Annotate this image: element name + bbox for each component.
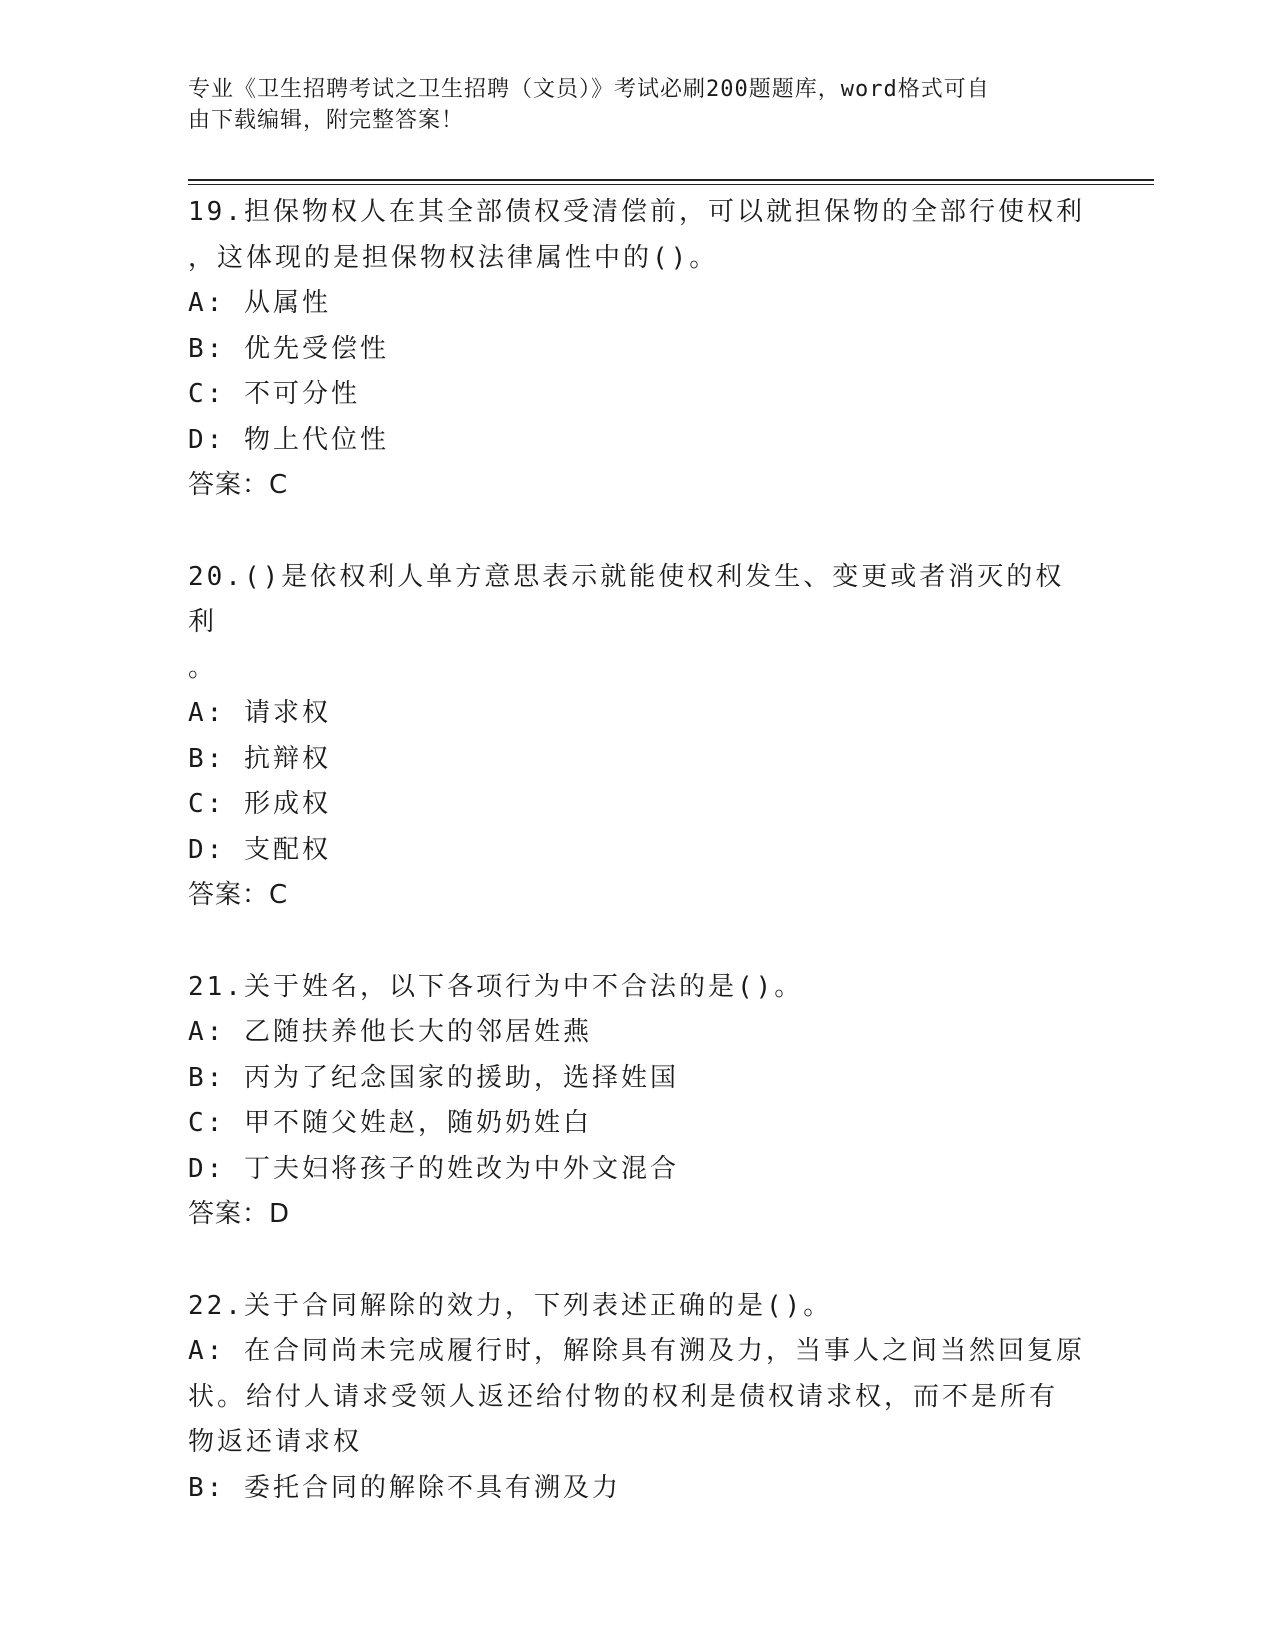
question-stem (188, 1284, 1088, 1330)
question-answer: 答案：D (188, 1199, 291, 1229)
question-stem-line: 。 (188, 652, 218, 683)
question-stem (188, 555, 1088, 692)
header-rule-thick (188, 179, 1154, 181)
question-stem-line: ，这体现的是担保物权法律属性中的()。 (188, 242, 719, 273)
question-stem (188, 965, 1088, 1011)
question-option: B: 委托合同的解除不具有溯及力 (188, 1472, 621, 1503)
question-stem-line: 19.担保物权人在其全部债权受清偿前，可以就担保物的全部行使权利 (188, 197, 1085, 227)
question-stem-line: 20.()是依权利人单方意思表示就能使权利发生、变更或者消灭的权利 (188, 561, 1065, 637)
question-option: D: 丁夫妇将孩子的姓改为中外文混合 (188, 1153, 679, 1184)
question-option: A: 请求权 (188, 698, 331, 728)
question-stem (188, 190, 1088, 281)
question-option: B: 抗辩权 (188, 743, 331, 774)
question-option: B: 丙为了纪念国家的援助，选择姓国 (188, 1062, 679, 1093)
question-option: 状。给付人请求受领人返还给付物的权利是债权请求权，而不是所有 (188, 1381, 1059, 1412)
header-rule-thin (188, 184, 1154, 185)
question-block (188, 555, 1088, 919)
question-option: A: 从属性 (188, 288, 331, 318)
question-spacer (188, 1238, 1088, 1284)
question-answer: 答案：C (188, 880, 289, 910)
question-stem-line: 22.关于合同解除的效力，下列表述正确的是()。 (188, 1290, 833, 1321)
header-line-2: 由下载编辑，附完整答案！ (188, 108, 465, 133)
question-block (188, 1284, 1088, 1512)
question-stem-line: 21.关于姓名，以下各项行为中不合法的是()。 (188, 971, 804, 1002)
question-option: D: 物上代位性 (188, 424, 389, 455)
question-option: D: 支配权 (188, 834, 331, 865)
question-answer: 答案：C (188, 470, 289, 500)
question-option: C: 甲不随父姓赵，随奶奶姓白 (188, 1108, 592, 1138)
question-spacer (188, 919, 1088, 965)
question-block (188, 190, 1088, 509)
question-option: B: 优先受偿性 (188, 333, 389, 364)
question-option: C: 不可分性 (188, 379, 360, 409)
question-block (188, 965, 1088, 1238)
question-list (188, 190, 1088, 1511)
document-header (188, 74, 1068, 136)
question-spacer (188, 509, 1088, 555)
question-option: C: 形成权 (188, 789, 331, 819)
header-line-1: 专业《卫生招聘考试之卫生招聘（文员）》考试必刷200题题库，word格式可自 (188, 77, 990, 102)
question-option: A: 在合同尚未完成履行时，解除具有溯及力，当事人之间当然回复原 (188, 1336, 1085, 1366)
question-option: A: 乙随扶养他长大的邻居姓燕 (188, 1017, 592, 1047)
question-option: 物返还请求权 (188, 1427, 363, 1457)
